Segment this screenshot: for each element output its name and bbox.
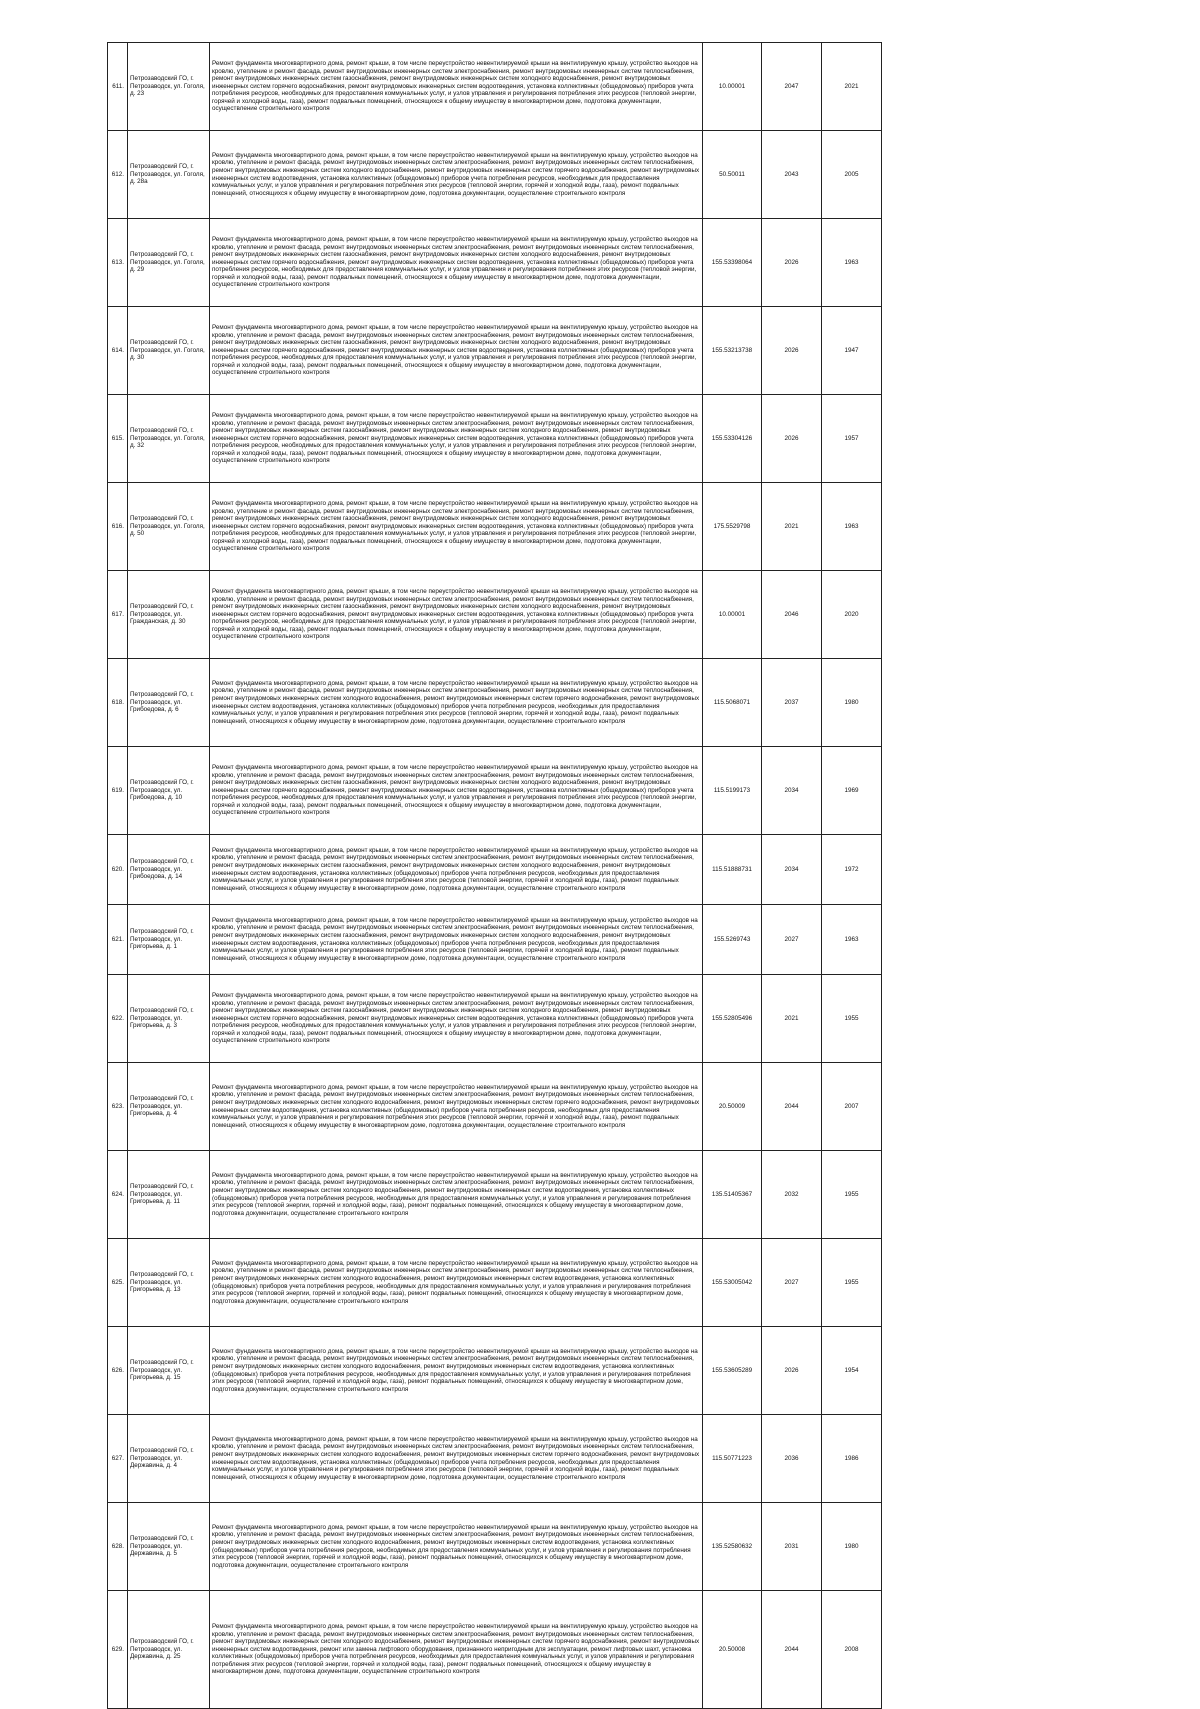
address-cell: Петрозаводский ГО, г. Петрозаводск, ул. Гоголя, д. 23	[128, 43, 210, 131]
address-cell: Петрозаводский ГО, г. Петрозаводск, ул. Державина, д. 4	[128, 1415, 210, 1503]
work-description-cell: Ремонт фундамента многоквартирного дома, ремонт крыши, в том числе переустройство невентилируемой крыши на вентилируемую крышу, устройство выходов на кровлю, утепление и ремонт фасада, ремонт внутридомовых инженерных систем электроснабжения, ремонт внутридомовых инженерных систем теплоснабжения, ремонт внутридомовых инженерных систем газоснабжения, ремонт внутридомовых инженерных систем холодного водоснабжения, ремонт внутридомовых инженерных систем горячего водоснабжения, ремонт внутридомовых инженерных систем водоотведения, установка коллективных (общедомовых) приборов учета потребления ресурсов, необходимых для предоставления коммунальных услуг, и узлов управления и регулирования потребления этих ресурсов (тепловой энергии, горячей и холодной воды, газа), ремонт подвальных помещений, относящихся к общему имуществу в многоквартирном доме, подготовка документации, осуществление строительного контроля	[210, 483, 703, 571]
planned-year-cell: 2027	[762, 1239, 822, 1327]
cost-cell: 10.00001	[703, 43, 762, 131]
row-number: 622.	[108, 975, 128, 1063]
planned-year-cell: 2026	[762, 307, 822, 395]
address-cell: Петрозаводский ГО, г. Петрозаводск, ул. Григорьева, д. 3	[128, 975, 210, 1063]
cost-cell: 155.52805496	[703, 975, 762, 1063]
work-description-cell: Ремонт фундамента многоквартирного дома, ремонт крыши, в том числе переустройство невентилируемой крыши на вентилируемую крышу, устройство выходов на кровлю, утепление и ремонт фасада, ремонт внутридомовых инженерных систем электроснабжения, ремонт внутридомовых инженерных систем теплоснабжения, ремонт внутридомовых инженерных систем газоснабжения, ремонт внутридомовых инженерных систем холодного водоснабжения, ремонт внутридомовых инженерных систем горячего водоснабжения, ремонт внутридомовых инженерных систем водоотведения, установка коллективных (общедомовых) приборов учета потребления ресурсов, необходимых для предоставления коммунальных услуг, и узлов управления и регулирования потребления этих ресурсов (тепловой энергии, горячей и холодной воды, газа), ремонт подвальных помещений, относящихся к общему имуществу в многоквартирном доме, подготовка документации, осуществление строительного контроля	[210, 747, 703, 835]
address-cell: Петрозаводский ГО, г. Петрозаводск, ул. Грибоедова, д. 10	[128, 747, 210, 835]
planned-year-cell: 2046	[762, 571, 822, 659]
row-number: 612.	[108, 131, 128, 219]
row-number: 621.	[108, 905, 128, 975]
table-row	[108, 659, 882, 747]
work-description-cell: Ремонт фундамента многоквартирного дома, ремонт крыши, в том числе переустройство невентилируемой крыши на вентилируемую крышу, устройство выходов на кровлю, утепление и ремонт фасада, ремонт внутридомовых инженерных систем электроснабжения, ремонт внутридомовых инженерных систем теплоснабжения, ремонт внутридомовых инженерных систем холодного водоснабжения, ремонт внутридомовых инженерных систем водоотведения, установка коллективных (общедомовых) приборов учета потребления ресурсов, необходимых для предоставления коммунальных услуг, и узлов управления и регулирования потребления этих ресурсов (тепловой энергии, горячей и холодной воды, газа), ремонт подвальных помещений, относящихся к общему имуществу в многоквартирном доме, подготовка документации, осуществление строительного контроля	[210, 1327, 703, 1415]
cost-cell: 20.50008	[703, 1591, 762, 1709]
table-row	[108, 395, 882, 483]
address-cell: Петрозаводский ГО, г. Петрозаводск, ул. Григорьева, д. 11	[128, 1151, 210, 1239]
cost-cell: 155.5269743	[703, 905, 762, 975]
build-year-cell: 2020	[822, 571, 882, 659]
work-description-cell: Ремонт фундамента многоквартирного дома, ремонт крыши, в том числе переустройство невентилируемой крыши на вентилируемую крышу, устройство выходов на кровлю, утепление и ремонт фасада, ремонт внутридомовых инженерных систем электроснабжения, ремонт внутридомовых инженерных систем теплоснабжения, ремонт внутридомовых инженерных систем газоснабжения, ремонт внутридомовых инженерных систем холодного водоснабжения, ремонт внутридомовых инженерных систем горячего водоснабжения, ремонт внутридомовых инженерных систем водоотведения, установка коллективных (общедомовых) приборов учета потребления ресурсов, необходимых для предоставления коммунальных услуг, и узлов управления и регулирования потребления этих ресурсов (тепловой энергии, горячей и холодной воды, газа), ремонт подвальных помещений, относящихся к общему имуществу в многоквартирном доме, подготовка документации, осуществление строительного контроля	[210, 219, 703, 307]
table-row	[108, 1591, 882, 1709]
table-row	[108, 1327, 882, 1415]
table-row	[108, 483, 882, 571]
address-cell: Петрозаводский ГО, г. Петрозаводск, ул. Гоголя, д. 28а	[128, 131, 210, 219]
table-row	[108, 43, 882, 131]
cost-cell: 115.5199173	[703, 747, 762, 835]
build-year-cell: 1980	[822, 1503, 882, 1591]
build-year-cell: 1963	[822, 905, 882, 975]
table-row	[108, 307, 882, 395]
work-description-cell: Ремонт фундамента многоквартирного дома, ремонт крыши, в том числе переустройство невентилируемой крыши на вентилируемую крышу, устройство выходов на кровлю, утепление и ремонт фасада, ремонт внутридомовых инженерных систем электроснабжения, ремонт внутридомовых инженерных систем теплоснабжения, ремонт внутридомовых инженерных систем холодного водоснабжения, ремонт внутридомовых инженерных систем горячего водоснабжения, ремонт внутридомовых инженерных систем водоотведения, ремонт или замена лифтового оборудования, признанного непригодным для эксплуатации, ремонт лифтовых шахт, установка коллективных (общедомовых) приборов учета потребления ресурсов, необходимых для предоставления коммунальных услуг, и узлов управления и регулирования потребления этих ресурсов (тепловой энергии, горячей и холодной воды, газа), ремонт подвальных помещений, относящихся к общему имуществу в многоквартирном доме, подготовка документации, осуществление строительного контроля	[210, 1591, 703, 1709]
planned-year-cell: 2047	[762, 43, 822, 131]
address-cell: Петрозаводский ГО, г. Петрозаводск, ул. Грибоедова, д. 6	[128, 659, 210, 747]
planned-year-cell: 2032	[762, 1151, 822, 1239]
address-cell: Петрозаводский ГО, г. Петрозаводск, ул. Гоголя, д. 29	[128, 219, 210, 307]
row-number: 611.	[108, 43, 128, 131]
table-body	[108, 43, 882, 1709]
build-year-cell: 1969	[822, 747, 882, 835]
work-description-cell: Ремонт фундамента многоквартирного дома, ремонт крыши, в том числе переустройство невентилируемой крыши на вентилируемую крышу, устройство выходов на кровлю, утепление и ремонт фасада, ремонт внутридомовых инженерных систем электроснабжения, ремонт внутридомовых инженерных систем теплоснабжения, ремонт внутридомовых инженерных систем газоснабжения, ремонт внутридомовых инженерных систем холодного водоснабжения, ремонт внутридомовых инженерных систем горячего водоснабжения, ремонт внутридомовых инженерных систем водоотведения, установка коллективных (общедомовых) приборов учета потребления ресурсов, необходимых для предоставления коммунальных услуг, и узлов управления и регулирования потребления этих ресурсов (тепловой энергии, горячей и холодной воды, газа), ремонт подвальных помещений, относящихся к общему имуществу в многоквартирном доме, подготовка документации, осуществление строительного контроля	[210, 307, 703, 395]
table-row	[108, 1151, 882, 1239]
address-cell: Петрозаводский ГО, г. Петрозаводск, ул. Гражданская, д. 30	[128, 571, 210, 659]
work-description-cell: Ремонт фундамента многоквартирного дома, ремонт крыши, в том числе переустройство невентилируемой крыши на вентилируемую крышу, устройство выходов на кровлю, утепление и ремонт фасада, ремонт внутридомовых инженерных систем электроснабжения, ремонт внутридомовых инженерных систем теплоснабжения, ремонт внутридомовых инженерных систем газоснабжения, ремонт внутридомовых инженерных систем холодного водоснабжения, ремонт внутридомовых инженерных систем горячего водоснабжения, ремонт внутридомовых инженерных систем водоотведения, установка коллективных (общедомовых) приборов учета потребления ресурсов, необходимых для предоставления коммунальных услуг, и узлов управления и регулирования потребления этих ресурсов (тепловой энергии, горячей и холодной воды, газа), ремонт подвальных помещений, относящихся к общему имуществу в многоквартирном доме, подготовка документации, осуществление строительного контроля	[210, 395, 703, 483]
cost-cell: 10.00001	[703, 571, 762, 659]
work-description-cell: Ремонт фундамента многоквартирного дома, ремонт крыши, в том числе переустройство невентилируемой крыши на вентилируемую крышу, устройство выходов на кровлю, утепление и ремонт фасада, ремонт внутридомовых инженерных систем электроснабжения, ремонт внутридомовых инженерных систем теплоснабжения, ремонт внутридомовых инженерных систем холодного водоснабжения, ремонт внутридомовых инженерных систем водоотведения, установка коллективных (общедомовых) приборов учета потребления ресурсов, необходимых для предоставления коммунальных услуг, и узлов управления и регулирования потребления этих ресурсов (тепловой энергии, горячей и холодной воды, газа), ремонт подвальных помещений, относящихся к общему имуществу в многоквартирном доме, подготовка документации, осуществление строительного контроля	[210, 1151, 703, 1239]
row-number: 616.	[108, 483, 128, 571]
address-cell: Петрозаводский ГО, г. Петрозаводск, ул. Гоголя, д. 30	[128, 307, 210, 395]
build-year-cell: 1963	[822, 483, 882, 571]
build-year-cell: 1972	[822, 835, 882, 905]
table-row	[108, 975, 882, 1063]
address-cell: Петрозаводский ГО, г. Петрозаводск, ул. Григорьева, д. 4	[128, 1063, 210, 1151]
cost-cell: 135.52580632	[703, 1503, 762, 1591]
work-description-cell: Ремонт фундамента многоквартирного дома, ремонт крыши, в том числе переустройство невентилируемой крыши на вентилируемую крышу, устройство выходов на кровлю, утепление и ремонт фасада, ремонт внутридомовых инженерных систем электроснабжения, ремонт внутридомовых инженерных систем теплоснабжения, ремонт внутридомовых инженерных систем холодного водоснабжения, ремонт внутридомовых инженерных систем горячего водоснабжения, ремонт внутридомовых инженерных систем водоотведения, установка коллективных (общедомовых) приборов учета потребления ресурсов, необходимых для предоставления коммунальных услуг, и узлов управления и регулирования потребления этих ресурсов (тепловой энергии, горячей и холодной воды, газа), ремонт подвальных помещений, относящихся к общему имуществу в многоквартирном доме, подготовка документации, осуществление строительного контроля	[210, 659, 703, 747]
row-number: 619.	[108, 747, 128, 835]
address-cell: Петрозаводский ГО, г. Петрозаводск, ул. Грибоедова, д. 14	[128, 835, 210, 905]
planned-year-cell: 2026	[762, 395, 822, 483]
address-cell: Петрозаводский ГО, г. Петрозаводск, ул. Григорьева, д. 1	[128, 905, 210, 975]
address-cell: Петрозаводский ГО, г. Петрозаводск, ул. Гоголя, д. 50	[128, 483, 210, 571]
work-description-cell: Ремонт фундамента многоквартирного дома, ремонт крыши, в том числе переустройство невентилируемой крыши на вентилируемую крышу, устройство выходов на кровлю, утепление и ремонт фасада, ремонт внутридомовых инженерных систем электроснабжения, ремонт внутридомовых инженерных систем теплоснабжения, ремонт внутридомовых инженерных систем газоснабжения, ремонт внутридомовых инженерных систем холодного водоснабжения, ремонт внутридомовых инженерных систем горячего водоснабжения, ремонт внутридомовых инженерных систем водоотведения, установка коллективных (общедомовых) приборов учета потребления ресурсов, необходимых для предоставления коммунальных услуг, и узлов управления и регулирования потребления этих ресурсов (тепловой энергии, горячей и холодной воды, газа), ремонт подвальных помещений, относящихся к общему имуществу в многоквартирном доме, подготовка документации, осуществление строительного контроля	[210, 571, 703, 659]
planned-year-cell: 2026	[762, 1327, 822, 1415]
table-row	[108, 571, 882, 659]
build-year-cell: 1980	[822, 659, 882, 747]
planned-year-cell: 2044	[762, 1591, 822, 1709]
work-description-cell: Ремонт фундамента многоквартирного дома, ремонт крыши, в том числе переустройство невентилируемой крыши на вентилируемую крышу, устройство выходов на кровлю, утепление и ремонт фасада, ремонт внутридомовых инженерных систем электроснабжения, ремонт внутридомовых инженерных систем теплоснабжения, ремонт внутридомовых инженерных систем газоснабжения, ремонт внутридомовых инженерных систем холодного водоснабжения, ремонт внутридомовых инженерных систем водоотведения, установка коллективных (общедомовых) приборов учета потребления ресурсов, необходимых для предоставления коммунальных услуг, и узлов управления и регулирования потребления этих ресурсов (тепловой энергии, горячей и холодной воды, газа), ремонт подвальных помещений, относящихся к общему имуществу в многоквартирном доме, подготовка документации, осуществление строительного контроля	[210, 835, 703, 905]
build-year-cell: 1955	[822, 1239, 882, 1327]
work-description-cell: Ремонт фундамента многоквартирного дома, ремонт крыши, в том числе переустройство невентилируемой крыши на вентилируемую крышу, устройство выходов на кровлю, утепление и ремонт фасада, ремонт внутридомовых инженерных систем электроснабжения, ремонт внутридомовых инженерных систем теплоснабжения, ремонт внутридомовых инженерных систем газоснабжения, ремонт внутридомовых инженерных систем холодного водоснабжения, ремонт внутридомовых инженерных систем горячего водоснабжения, ремонт внутридомовых инженерных систем водоотведения, установка коллективных (общедомовых) приборов учета потребления ресурсов, необходимых для предоставления коммунальных услуг, и узлов управления и регулирования потребления этих ресурсов (тепловой энергии, горячей и холодной воды, газа), ремонт подвальных помещений, относящихся к общему имуществу в многоквартирном доме, подготовка документации, осуществление строительного контроля	[210, 975, 703, 1063]
table-row	[108, 131, 882, 219]
table-row	[108, 835, 882, 905]
planned-year-cell: 2026	[762, 219, 822, 307]
address-cell: Петрозаводский ГО, г. Петрозаводск, ул. Гоголя, д. 32	[128, 395, 210, 483]
work-description-cell: Ремонт фундамента многоквартирного дома, ремонт крыши, в том числе переустройство невентилируемой крыши на вентилируемую крышу, устройство выходов на кровлю, утепление и ремонт фасада, ремонт внутридомовых инженерных систем электроснабжения, ремонт внутридомовых инженерных систем теплоснабжения, ремонт внутридомовых инженерных систем холодного водоснабжения, ремонт внутридомовых инженерных систем водоотведения, установка коллективных (общедомовых) приборов учета потребления ресурсов, необходимых для предоставления коммунальных услуг, и узлов управления и регулирования потребления этих ресурсов (тепловой энергии, горячей и холодной воды, газа), ремонт подвальных помещений, относящихся к общему имуществу в многоквартирном доме, подготовка документации, осуществление строительного контроля	[210, 1239, 703, 1327]
row-number: 617.	[108, 571, 128, 659]
planned-year-cell: 2034	[762, 747, 822, 835]
build-year-cell: 1955	[822, 1151, 882, 1239]
row-number: 615.	[108, 395, 128, 483]
build-year-cell: 2005	[822, 131, 882, 219]
build-year-cell: 1947	[822, 307, 882, 395]
address-cell: Петрозаводский ГО, г. Петрозаводск, ул. Державина, д. 25	[128, 1591, 210, 1709]
work-description-cell: Ремонт фундамента многоквартирного дома, ремонт крыши, в том числе переустройство невентилируемой крыши на вентилируемую крышу, устройство выходов на кровлю, утепление и ремонт фасада, ремонт внутридомовых инженерных систем электроснабжения, ремонт внутридомовых инженерных систем теплоснабжения, ремонт внутридомовых инженерных систем газоснабжения, ремонт внутридомовых инженерных систем холодного водоснабжения, ремонт внутридомовых инженерных систем горячего водоснабжения, ремонт внутридомовых инженерных систем водоотведения, установка коллективных (общедомовых) приборов учета потребления ресурсов, необходимых для предоставления коммунальных услуг, и узлов управления и регулирования потребления этих ресурсов (тепловой энергии, горячей и холодной воды, газа), ремонт подвальных помещений, относящихся к общему имуществу в многоквартирном доме, подготовка документации, осуществление строительного контроля	[210, 43, 703, 131]
planned-year-cell: 2021	[762, 975, 822, 1063]
build-year-cell: 2008	[822, 1591, 882, 1709]
planned-year-cell: 2031	[762, 1503, 822, 1591]
work-description-cell: Ремонт фундамента многоквартирного дома, ремонт крыши, в том числе переустройство невентилируемой крыши на вентилируемую крышу, устройство выходов на кровлю, утепление и ремонт фасада, ремонт внутридомовых инженерных систем электроснабжения, ремонт внутридомовых инженерных систем теплоснабжения, ремонт внутридомовых инженерных систем газоснабжения, ремонт внутридомовых инженерных систем холодного водоснабжения, ремонт внутридомовых инженерных систем водоотведения, установка коллективных (общедомовых) приборов учета потребления ресурсов, необходимых для предоставления коммунальных услуг, и узлов управления и регулирования потребления этих ресурсов (тепловой энергии, горячей и холодной воды, газа), ремонт подвальных помещений, относящихся к общему имуществу в многоквартирном доме, подготовка документации, осуществление строительного контроля	[210, 905, 703, 975]
planned-year-cell: 2034	[762, 835, 822, 905]
work-description-cell: Ремонт фундамента многоквартирного дома, ремонт крыши, в том числе переустройство невентилируемой крыши на вентилируемую крышу, устройство выходов на кровлю, утепление и ремонт фасада, ремонт внутридомовых инженерных систем электроснабжения, ремонт внутридомовых инженерных систем теплоснабжения, ремонт внутридомовых инженерных систем холодного водоснабжения, ремонт внутридомовых инженерных систем горячего водоснабжения, ремонт внутридомовых инженерных систем водоотведения, установка коллективных (общедомовых) приборов учета потребления ресурсов, необходимых для предоставления коммунальных услуг, и узлов управления и регулирования потребления этих ресурсов (тепловой энергии, горячей и холодной воды, газа), ремонт подвальных помещений, относящихся к общему имуществу в многоквартирном доме, подготовка документации, осуществление строительного контроля	[210, 1063, 703, 1151]
cost-cell: 155.53398064	[703, 219, 762, 307]
row-number: 614.	[108, 307, 128, 395]
table-row	[108, 1239, 882, 1327]
table-row	[108, 905, 882, 975]
table-row	[108, 1063, 882, 1151]
table-row	[108, 1415, 882, 1503]
row-number: 624.	[108, 1151, 128, 1239]
planned-year-cell: 2036	[762, 1415, 822, 1503]
address-cell: Петрозаводский ГО, г. Петрозаводск, ул. Григорьева, д. 15	[128, 1327, 210, 1415]
cost-cell: 135.51405367	[703, 1151, 762, 1239]
row-number: 623.	[108, 1063, 128, 1151]
cost-cell: 155.53605289	[703, 1327, 762, 1415]
cost-cell: 175.5529798	[703, 483, 762, 571]
planned-year-cell: 2044	[762, 1063, 822, 1151]
cost-cell: 115.5068071	[703, 659, 762, 747]
repair-program-table	[107, 42, 882, 1709]
cost-cell: 155.53304126	[703, 395, 762, 483]
cost-cell: 20.50009	[703, 1063, 762, 1151]
planned-year-cell: 2027	[762, 905, 822, 975]
planned-year-cell: 2043	[762, 131, 822, 219]
build-year-cell: 1986	[822, 1415, 882, 1503]
planned-year-cell: 2021	[762, 483, 822, 571]
work-description-cell: Ремонт фундамента многоквартирного дома, ремонт крыши, в том числе переустройство невентилируемой крыши на вентилируемую крышу, устройство выходов на кровлю, утепление и ремонт фасада, ремонт внутридомовых инженерных систем электроснабжения, ремонт внутридомовых инженерных систем теплоснабжения, ремонт внутридомовых инженерных систем холодного водоснабжения, ремонт внутридомовых инженерных систем горячего водоснабжения, ремонт внутридомовых инженерных систем водоотведения, установка коллективных (общедомовых) приборов учета потребления ресурсов, необходимых для предоставления коммунальных услуг, и узлов управления и регулирования потребления этих ресурсов (тепловой энергии, горячей и холодной воды, газа), ремонт подвальных помещений, относящихся к общему имуществу в многоквартирном доме, подготовка документации, осуществление строительного контроля	[210, 1415, 703, 1503]
table-row	[108, 219, 882, 307]
address-cell: Петрозаводский ГО, г. Петрозаводск, ул. Григорьева, д. 13	[128, 1239, 210, 1327]
row-number: 629.	[108, 1591, 128, 1709]
work-description-cell: Ремонт фундамента многоквартирного дома, ремонт крыши, в том числе переустройство невентилируемой крыши на вентилируемую крышу, устройство выходов на кровлю, утепление и ремонт фасада, ремонт внутридомовых инженерных систем электроснабжения, ремонт внутридомовых инженерных систем теплоснабжения, ремонт внутридомовых инженерных систем холодного водоснабжения, ремонт внутридомовых инженерных систем водоотведения, установка коллективных (общедомовых) приборов учета потребления ресурсов, необходимых для предоставления коммунальных услуг, и узлов управления и регулирования потребления этих ресурсов (тепловой энергии, горячей и холодной воды, газа), ремонт подвальных помещений, относящихся к общему имуществу в многоквартирном доме, подготовка документации, осуществление строительного контроля	[210, 1503, 703, 1591]
build-year-cell: 2021	[822, 43, 882, 131]
build-year-cell: 1955	[822, 975, 882, 1063]
build-year-cell: 1957	[822, 395, 882, 483]
row-number: 626.	[108, 1327, 128, 1415]
work-description-cell: Ремонт фундамента многоквартирного дома, ремонт крыши, в том числе переустройство невентилируемой крыши на вентилируемую крышу, устройство выходов на кровлю, утепление и ремонт фасада, ремонт внутридомовых инженерных систем электроснабжения, ремонт внутридомовых инженерных систем теплоснабжения, ремонт внутридомовых инженерных систем холодного водоснабжения, ремонт внутридомовых инженерных систем горячего водоснабжения, ремонт внутридомовых инженерных систем водоотведения, установка коллективных (общедомовых) приборов учета потребления ресурсов, необходимых для предоставления коммунальных услуг, и узлов управления и регулирования потребления этих ресурсов (тепловой энергии, горячей и холодной воды, газа), ремонт подвальных помещений, относящихся к общему имуществу в многоквартирном доме, подготовка документации, осуществление строительного контроля	[210, 131, 703, 219]
build-year-cell: 2007	[822, 1063, 882, 1151]
row-number: 618.	[108, 659, 128, 747]
row-number: 620.	[108, 835, 128, 905]
cost-cell: 155.53213738	[703, 307, 762, 395]
cost-cell: 115.51888731	[703, 835, 762, 905]
cost-cell: 50.50011	[703, 131, 762, 219]
address-cell: Петрозаводский ГО, г. Петрозаводск, ул. Державина, д. 5	[128, 1503, 210, 1591]
row-number: 628.	[108, 1503, 128, 1591]
build-year-cell: 1954	[822, 1327, 882, 1415]
row-number: 613.	[108, 219, 128, 307]
row-number: 627.	[108, 1415, 128, 1503]
build-year-cell: 1963	[822, 219, 882, 307]
row-number: 625.	[108, 1239, 128, 1327]
cost-cell: 115.50771223	[703, 1415, 762, 1503]
table-row	[108, 747, 882, 835]
cost-cell: 155.53005042	[703, 1239, 762, 1327]
planned-year-cell: 2037	[762, 659, 822, 747]
table-row	[108, 1503, 882, 1591]
